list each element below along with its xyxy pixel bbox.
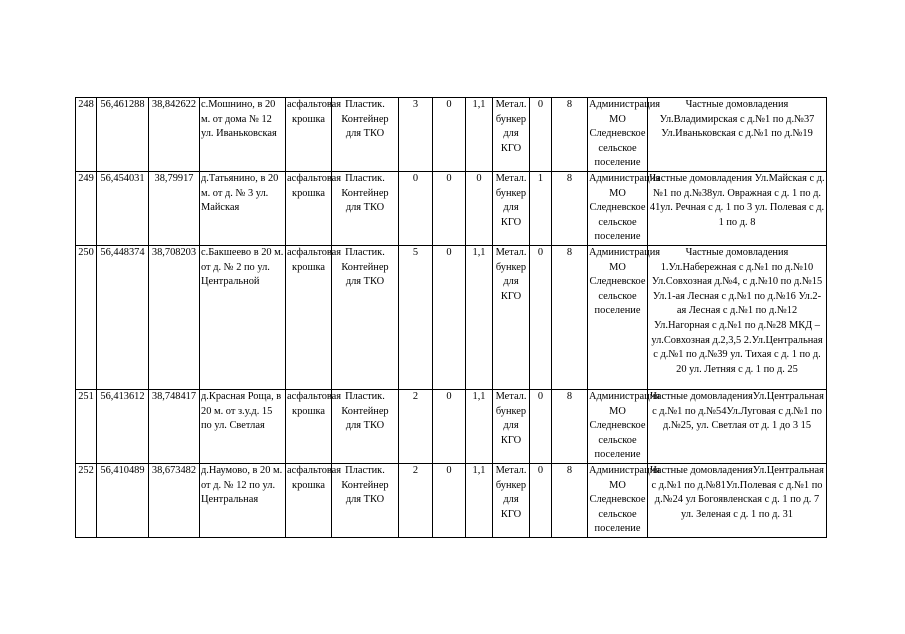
volume-cell: 8 bbox=[552, 171, 588, 245]
volume-cell: 1,1 bbox=[466, 389, 493, 463]
address-cell: д.Татьянино, в 20 м. от д. № 3 ул. Майская bbox=[200, 171, 286, 245]
bunker-cell: Метал. бункер для КГО bbox=[493, 171, 530, 245]
owner-cell: Администрация МО Следневское сельское поселение bbox=[588, 245, 648, 389]
count-cell: 0 bbox=[530, 389, 552, 463]
longitude-cell: 38,673482 bbox=[149, 463, 200, 537]
table-row bbox=[76, 171, 827, 245]
count-cell: 2 bbox=[399, 389, 433, 463]
surface-cell: асфальтовая крошка bbox=[286, 389, 332, 463]
container-cell: Пластик. Контейнер для ТКО bbox=[332, 98, 399, 172]
address-cell: с.Бакшеево в 20 м. от д. № 2 по ул. Центральной bbox=[200, 245, 286, 389]
longitude-cell: 38,708203 bbox=[149, 245, 200, 389]
table-row bbox=[76, 245, 827, 389]
count-cell: 0 bbox=[530, 245, 552, 389]
bunker-cell: Метал. бункер для КГО bbox=[493, 245, 530, 389]
sources-cell: Частные домовладения Ул.Владимирская с д.№1 по д.№37 Ул.Иваньковская с д.№1 по д.№19 bbox=[648, 98, 827, 172]
volume-cell: 1,1 bbox=[466, 98, 493, 172]
bunker-cell: Метал. бункер для КГО bbox=[493, 98, 530, 172]
count-cell: 0 bbox=[433, 389, 466, 463]
container-cell: Пластик. Контейнер для ТКО bbox=[332, 171, 399, 245]
owner-cell: Администрация МО Следневское сельское поселение bbox=[588, 98, 648, 172]
container-cell: Пластик. Контейнер для ТКО bbox=[332, 245, 399, 389]
bunker-cell: Метал. бункер для КГО bbox=[493, 389, 530, 463]
volume-cell: 8 bbox=[552, 389, 588, 463]
row-number: 250 bbox=[76, 245, 97, 389]
address-cell: д.Наумово, в 20 м. от д. № 12 по ул. Центральная bbox=[200, 463, 286, 537]
longitude-cell: 38,79917 bbox=[149, 171, 200, 245]
longitude-cell: 38,748417 bbox=[149, 389, 200, 463]
volume-cell: 0 bbox=[466, 171, 493, 245]
latitude-cell: 56,410489 bbox=[97, 463, 149, 537]
count-cell: 1 bbox=[530, 171, 552, 245]
owner-cell: Администрация МО Следневское сельское поселение bbox=[588, 463, 648, 537]
sources-cell: Частные домовладенияУл.Центральная с д.№1 по д.№54Ул.Луговая с д.№1 по д.№25, ул. Светлая от д. 1 до 3 15 bbox=[648, 389, 827, 463]
count-cell: 5 bbox=[399, 245, 433, 389]
container-cell: Пластик. Контейнер для ТКО bbox=[332, 463, 399, 537]
row-number: 251 bbox=[76, 389, 97, 463]
volume-cell: 8 bbox=[552, 463, 588, 537]
longitude-cell: 38,842622 bbox=[149, 98, 200, 172]
count-cell: 0 bbox=[530, 463, 552, 537]
row-number: 249 bbox=[76, 171, 97, 245]
surface-cell: асфальтовая крошка bbox=[286, 245, 332, 389]
count-cell: 0 bbox=[433, 463, 466, 537]
surface-cell: асфальтовая крошка bbox=[286, 98, 332, 172]
volume-cell: 8 bbox=[552, 98, 588, 172]
count-cell: 2 bbox=[399, 463, 433, 537]
sources-cell: Частные домовладения Ул.Майская с д.№1 по д.№38ул. Овражная с д. 1 по д. 41ул. Речная с д. 1 по 3 ул. Полевая с д. 1 по д. 8 bbox=[648, 171, 827, 245]
row-number: 252 bbox=[76, 463, 97, 537]
sources-cell: Частные домовладения 1.Ул.Набережная с д.№1 по д.№10 Ул.Совхозная д.№4, с д.№10 по д.№15 Ул.1-ая Лесная с д.№1 по д.№16 Ул.2-ая Лесная с д.№1 по д.№12 Ул.Нагорная с д.№1 по д.№28 МКД – ул.Совхозная д.2,3,5 2.Ул.Центральная с д.№1 по д.№39 ул. Тихая с д. 1 по д. 20 ул. Летняя с д. 1 по д. 25 bbox=[648, 245, 827, 389]
latitude-cell: 56,454031 bbox=[97, 171, 149, 245]
latitude-cell: 56,461288 bbox=[97, 98, 149, 172]
count-cell: 0 bbox=[433, 171, 466, 245]
volume-cell: 1,1 bbox=[466, 245, 493, 389]
volume-cell: 8 bbox=[552, 245, 588, 389]
count-cell: 3 bbox=[399, 98, 433, 172]
table-row bbox=[76, 463, 827, 537]
count-cell: 0 bbox=[433, 98, 466, 172]
owner-cell: Администрация МО Следневское сельское поселение bbox=[588, 171, 648, 245]
latitude-cell: 56,448374 bbox=[97, 245, 149, 389]
sources-cell: Частные домовладенияУл.Центральная с д.№1 по д.№81Ул.Полевая с д.№1 по д.№24 ул Богоявленская с д. 1 по д. 7 ул. Зеленая с д. 1 по д. 31 bbox=[648, 463, 827, 537]
surface-cell: асфальтовая крошка bbox=[286, 171, 332, 245]
waste-sites-table bbox=[75, 97, 827, 538]
owner-cell: Администрация МО Следневское сельское поселение bbox=[588, 389, 648, 463]
count-cell: 0 bbox=[433, 245, 466, 389]
table-row bbox=[76, 389, 827, 463]
surface-cell: асфальтовая крошка bbox=[286, 463, 332, 537]
latitude-cell: 56,413612 bbox=[97, 389, 149, 463]
row-number: 248 bbox=[76, 98, 97, 172]
container-cell: Пластик. Контейнер для ТКО bbox=[332, 389, 399, 463]
volume-cell: 1,1 bbox=[466, 463, 493, 537]
address-cell: с.Мошнино, в 20 м. от дома № 12 ул. Иваньковская bbox=[200, 98, 286, 172]
bunker-cell: Метал. бункер для КГО bbox=[493, 463, 530, 537]
address-cell: д.Красная Роща, в 20 м. от з.у.д. 15 по ул. Светлая bbox=[200, 389, 286, 463]
count-cell: 0 bbox=[399, 171, 433, 245]
count-cell: 0 bbox=[530, 98, 552, 172]
table-row bbox=[76, 98, 827, 172]
